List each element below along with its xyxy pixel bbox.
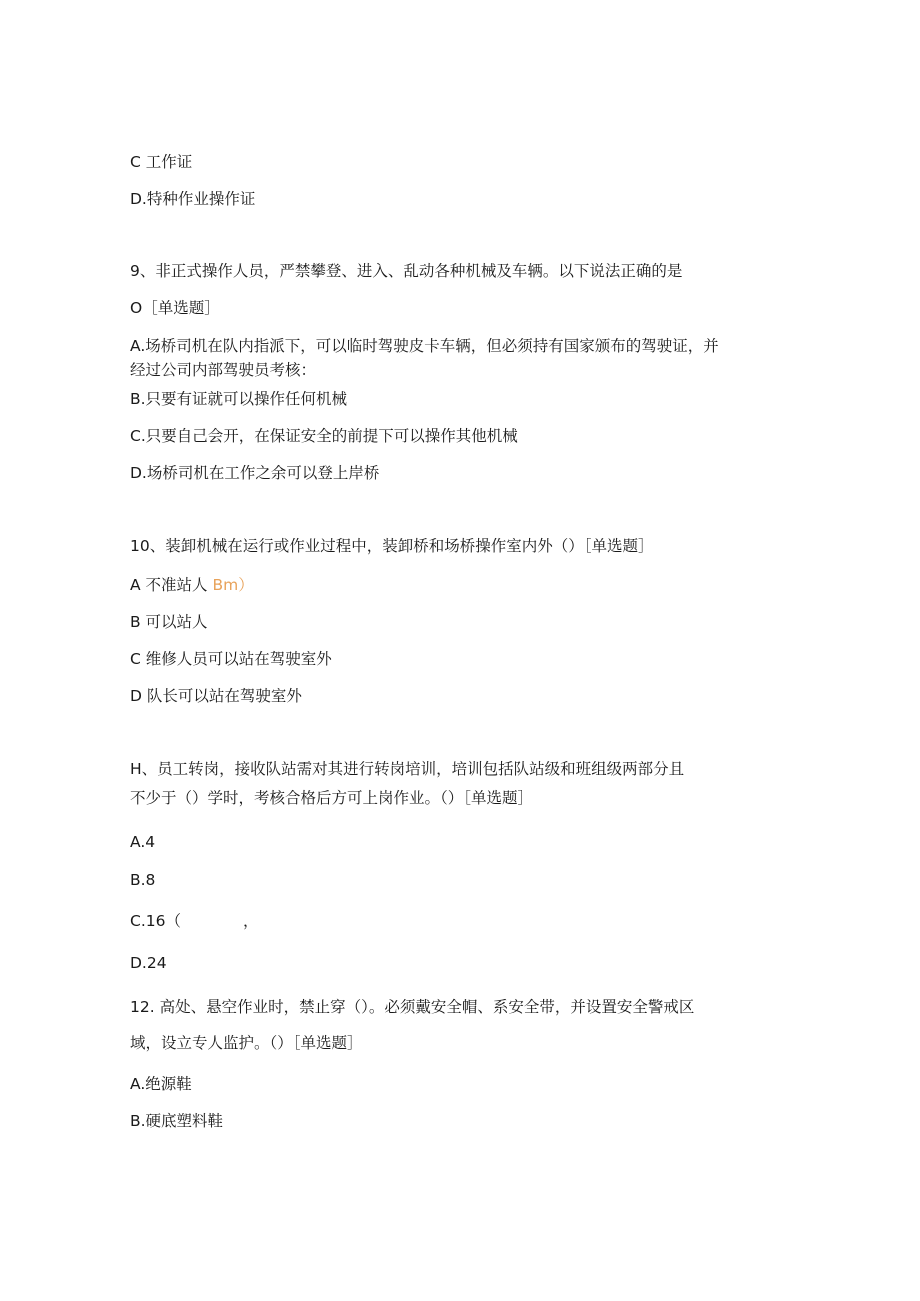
q10-option-c: C 维修人员可以站在驾驶室外 (130, 650, 332, 668)
q11-question-line1: H、员工转岗，接收队站需对其进行转岗培训，培训包括队站级和班组级两部分且 (130, 760, 685, 778)
q9-option-d: D.场桥司机在工作之余可以登上岸桥 (130, 464, 380, 482)
q12-question-line2: 域，设立专人监护。（）［单选题］ (130, 1034, 363, 1052)
q10-question: 10、装卸机械在运行或作业过程中，装卸桥和场桥操作室内外（）［单选题］ (130, 537, 654, 555)
q11-option-d: D.24 (130, 954, 167, 972)
q12-option-b: B.硬底塑料鞋 (130, 1112, 224, 1130)
q10-option-d: D 队长可以站在驾驶室外 (130, 687, 302, 705)
q12-question-line1: 12. 高处、悬空作业时，禁止穿（）。必须戴安全帽、系安全带，并设置安全警戒区 (130, 998, 695, 1016)
q12-option-a: A.绝源鞋 (130, 1075, 192, 1093)
q11-question-line2: 不少于（）学时，考核合格后方可上岗作业。（）［单选题］ (130, 789, 534, 807)
q8-option-c: C 工作证 (130, 153, 193, 171)
q11-option-b: B.8 (130, 871, 156, 889)
q9-option-a-line1: A.场桥司机在队内指派下，可以临时驾驶皮卡车辆，但必须持有国家颁布的驾驶证，并 (130, 337, 719, 355)
q8-option-d: D.特种作业操作证 (130, 190, 256, 208)
q9-option-a-line2: 经过公司内部驾驶员考核： (130, 361, 317, 379)
q11-option-c-tail: ， (242, 912, 259, 930)
q11-option-a: A.4 (130, 833, 156, 851)
q9-option-c: C.只要自己会开，在保证安全的前提下可以操作其他机械 (130, 427, 518, 445)
q9-question-line1: 9、非正式操作人员，严禁攀登、进入、乱动各种机械及车辆。以下说法正确的是 (130, 262, 683, 280)
q10-answer-mark: Bm） (212, 576, 254, 594)
q9-option-b: B.只要有证就可以操作任何机械 (130, 390, 348, 408)
q11-option-c (130, 911, 259, 931)
q10-option-a-text: A 不准站人 (130, 576, 208, 594)
q11-option-c-text: C.16（ (130, 912, 181, 930)
q10-option-b: B 可以站人 (130, 613, 208, 631)
q10-option-a (130, 575, 254, 595)
q9-question-line2: O［单选题］ (130, 299, 220, 317)
